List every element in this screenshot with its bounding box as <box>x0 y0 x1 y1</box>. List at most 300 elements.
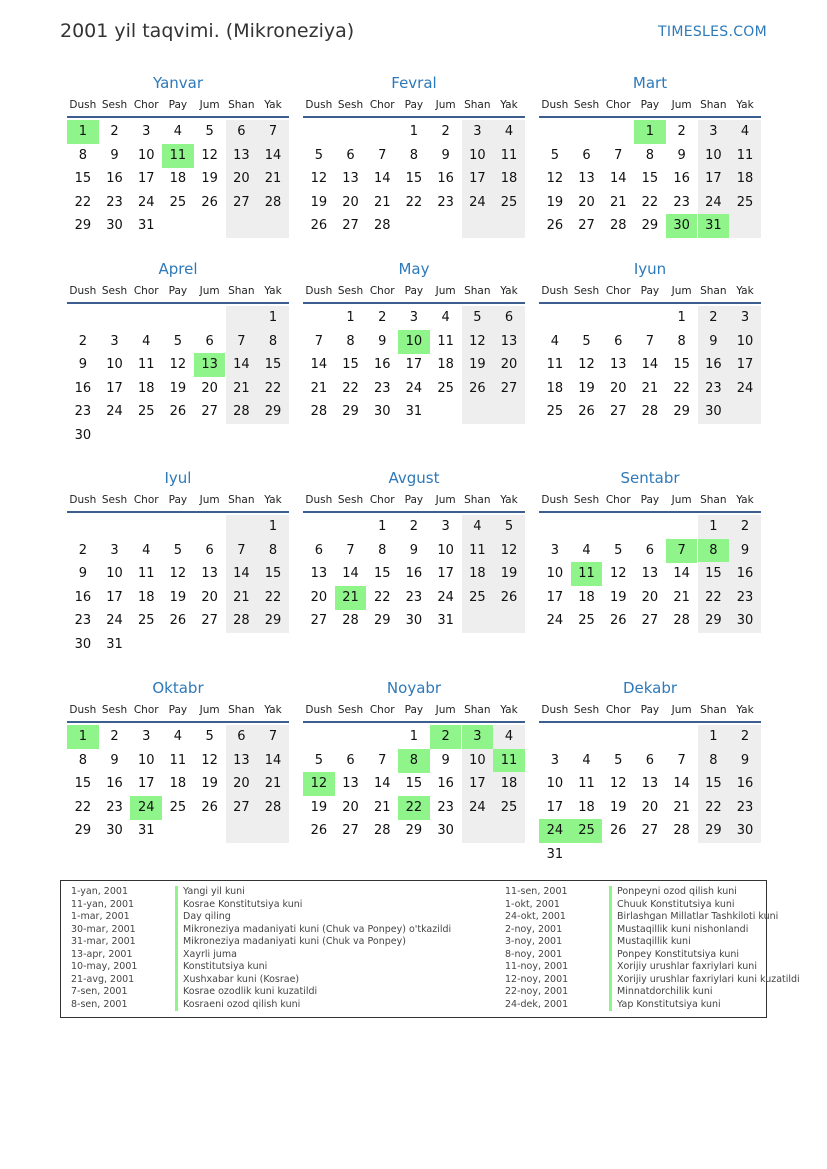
day-cell[interactable]: 14 <box>673 776 690 792</box>
day-cell[interactable]: 19 <box>493 562 525 586</box>
day-cell[interactable]: 9 <box>78 566 87 582</box>
day-cell[interactable]: 25 <box>462 586 494 610</box>
day-cell[interactable]: 27 <box>226 796 258 820</box>
day-cell[interactable]: 31 <box>137 218 155 234</box>
day-cell[interactable]: 11 <box>729 144 761 168</box>
day-cell[interactable]: 29 <box>74 218 92 234</box>
day-cell[interactable]: 31 <box>137 823 155 839</box>
day-cell[interactable]: 21 <box>673 589 690 605</box>
day-cell[interactable]: 20 <box>641 799 659 815</box>
holiday-day-cell[interactable]: 11 <box>162 144 194 168</box>
day-cell[interactable]: 22 <box>673 380 690 396</box>
day-cell[interactable]: 12 <box>201 147 218 163</box>
day-cell[interactable]: 2 <box>78 333 87 349</box>
day-cell[interactable]: 14 <box>257 749 289 773</box>
day-cell[interactable]: 24 <box>106 613 123 629</box>
day-cell[interactable]: 27 <box>201 613 218 629</box>
day-cell[interactable]: 23 <box>437 799 454 815</box>
day-cell[interactable]: 16 <box>673 171 690 187</box>
holiday-day-cell[interactable]: 11 <box>571 562 603 586</box>
day-cell[interactable]: 12 <box>310 171 328 187</box>
day-cell[interactable]: 19 <box>578 380 595 396</box>
day-cell[interactable]: 15 <box>698 772 730 796</box>
day-cell[interactable]: 18 <box>493 772 525 796</box>
day-cell[interactable]: 22 <box>405 194 423 210</box>
day-cell[interactable]: 2 <box>78 542 87 558</box>
day-cell[interactable]: 30 <box>373 404 391 420</box>
day-cell[interactable]: 1 <box>409 124 419 139</box>
day-cell[interactable]: 6 <box>614 333 623 349</box>
day-cell[interactable]: 6 <box>346 147 355 163</box>
day-cell[interactable]: 16 <box>437 776 454 792</box>
day-cell[interactable]: 3 <box>729 306 761 330</box>
day-cell[interactable]: 2 <box>698 306 730 330</box>
day-cell[interactable]: 14 <box>609 171 627 187</box>
day-cell[interactable]: 14 <box>373 776 391 792</box>
day-cell[interactable]: 26 <box>310 823 328 839</box>
day-cell[interactable]: 28 <box>310 404 328 420</box>
holiday-day-cell[interactable]: 22 <box>398 796 430 820</box>
day-cell[interactable]: 13 <box>641 776 659 792</box>
day-cell[interactable]: 12 <box>609 776 627 792</box>
day-cell[interactable]: 28 <box>257 191 289 215</box>
day-cell[interactable]: 13 <box>641 566 659 582</box>
day-cell[interactable]: 21 <box>373 194 391 210</box>
day-cell[interactable]: 17 <box>437 566 454 582</box>
day-cell[interactable]: 15 <box>257 562 289 586</box>
day-cell[interactable]: 25 <box>493 191 525 215</box>
holiday-day-cell[interactable]: 1 <box>634 120 666 144</box>
day-cell[interactable]: 5 <box>614 542 623 558</box>
day-cell[interactable]: 16 <box>74 589 92 605</box>
day-cell[interactable]: 1 <box>257 515 289 539</box>
holiday-day-cell[interactable]: 30 <box>666 214 698 238</box>
day-cell[interactable]: 7 <box>226 539 258 563</box>
day-cell[interactable]: 4 <box>582 542 591 558</box>
day-cell[interactable]: 11 <box>546 357 564 373</box>
day-cell[interactable]: 8 <box>677 333 686 349</box>
day-cell[interactable]: 6 <box>645 752 655 768</box>
day-cell[interactable]: 26 <box>169 404 187 420</box>
day-cell[interactable]: 19 <box>310 799 328 815</box>
day-cell[interactable]: 30 <box>437 823 454 839</box>
day-cell[interactable]: 10 <box>546 566 564 582</box>
day-cell[interactable]: 8 <box>78 147 87 163</box>
day-cell[interactable]: 14 <box>257 144 289 168</box>
day-cell[interactable]: 28 <box>226 400 258 424</box>
day-cell[interactable]: 4 <box>173 729 183 744</box>
day-cell[interactable]: 28 <box>257 796 289 820</box>
day-cell[interactable]: 5 <box>462 306 494 330</box>
day-cell[interactable]: 31 <box>546 847 564 862</box>
day-cell[interactable]: 1 <box>698 725 730 749</box>
day-cell[interactable]: 5 <box>314 147 323 163</box>
site-link[interactable]: TIMESLES.COM <box>658 24 767 40</box>
day-cell[interactable]: 27 <box>493 377 525 401</box>
day-cell[interactable]: 3 <box>110 542 119 558</box>
day-cell[interactable]: 17 <box>106 589 123 605</box>
day-cell[interactable]: 25 <box>137 613 155 629</box>
day-cell[interactable]: 16 <box>437 171 454 187</box>
holiday-day-cell[interactable]: 13 <box>194 353 226 377</box>
day-cell[interactable]: 5 <box>582 333 591 349</box>
day-cell[interactable]: 21 <box>609 194 627 210</box>
day-cell[interactable]: 12 <box>578 357 595 373</box>
day-cell[interactable]: 14 <box>310 357 328 373</box>
day-cell[interactable]: 5 <box>205 729 214 744</box>
day-cell[interactable]: 16 <box>373 357 391 373</box>
day-cell[interactable]: 30 <box>729 819 761 843</box>
day-cell[interactable]: 23 <box>405 589 423 605</box>
day-cell[interactable]: 29 <box>698 819 730 843</box>
day-cell[interactable]: 3 <box>142 124 151 139</box>
day-cell[interactable]: 20 <box>609 380 627 396</box>
day-cell[interactable]: 11 <box>493 144 525 168</box>
day-cell[interactable]: 3 <box>110 333 119 349</box>
day-cell[interactable]: 24 <box>137 194 155 210</box>
day-cell[interactable]: 4 <box>550 333 559 349</box>
day-cell[interactable]: 5 <box>550 147 559 163</box>
day-cell[interactable]: 17 <box>729 353 761 377</box>
day-cell[interactable]: 24 <box>729 377 761 401</box>
day-cell[interactable]: 4 <box>441 310 450 325</box>
day-cell[interactable]: 13 <box>578 171 595 187</box>
day-cell[interactable]: 13 <box>609 357 627 373</box>
day-cell[interactable]: 9 <box>110 147 119 163</box>
day-cell[interactable]: 11 <box>137 357 155 373</box>
day-cell[interactable]: 14 <box>226 353 258 377</box>
day-cell[interactable]: 1 <box>409 729 419 744</box>
day-cell[interactable]: 29 <box>673 404 690 420</box>
day-cell[interactable]: 26 <box>201 799 218 815</box>
day-cell[interactable]: 26 <box>201 194 218 210</box>
day-cell[interactable]: 8 <box>378 542 387 558</box>
day-cell[interactable]: 23 <box>74 404 92 420</box>
day-cell[interactable]: 7 <box>614 147 623 163</box>
holiday-day-cell[interactable]: 1 <box>67 725 99 749</box>
day-cell[interactable]: 17 <box>462 772 494 796</box>
day-cell[interactable]: 22 <box>257 377 289 401</box>
day-cell[interactable]: 29 <box>257 609 289 633</box>
holiday-day-cell[interactable]: 25 <box>571 819 603 843</box>
day-cell[interactable]: 21 <box>641 380 659 396</box>
day-cell[interactable]: 17 <box>698 167 730 191</box>
day-cell[interactable]: 21 <box>257 772 289 796</box>
day-cell[interactable]: 22 <box>74 194 92 210</box>
day-cell[interactable]: 13 <box>226 144 258 168</box>
day-cell[interactable]: 2 <box>729 515 761 539</box>
day-cell[interactable]: 5 <box>173 333 183 349</box>
day-cell[interactable]: 11 <box>137 566 155 582</box>
day-cell[interactable]: 2 <box>677 124 686 139</box>
day-cell[interactable]: 19 <box>609 589 627 605</box>
day-cell[interactable]: 7 <box>378 147 387 163</box>
day-cell[interactable]: 18 <box>546 380 564 396</box>
day-cell[interactable]: 18 <box>578 589 595 605</box>
day-cell[interactable]: 8 <box>346 333 355 349</box>
day-cell[interactable]: 14 <box>342 566 359 582</box>
day-cell[interactable]: 2 <box>441 124 450 139</box>
day-cell[interactable]: 15 <box>373 566 391 582</box>
day-cell[interactable]: 30 <box>74 428 92 443</box>
day-cell[interactable]: 27 <box>226 191 258 215</box>
day-cell[interactable]: 22 <box>698 586 730 610</box>
day-cell[interactable]: 9 <box>78 357 87 373</box>
day-cell[interactable]: 18 <box>462 562 494 586</box>
holiday-day-cell[interactable]: 11 <box>493 749 525 773</box>
day-cell[interactable]: 25 <box>437 380 454 396</box>
day-cell[interactable]: 23 <box>437 194 454 210</box>
day-cell[interactable]: 15 <box>74 171 92 187</box>
day-cell[interactable]: 16 <box>729 772 761 796</box>
day-cell[interactable]: 25 <box>169 194 187 210</box>
day-cell[interactable]: 18 <box>137 380 155 396</box>
day-cell[interactable]: 30 <box>405 613 423 629</box>
holiday-day-cell[interactable]: 10 <box>398 330 430 354</box>
holiday-day-cell[interactable]: 7 <box>666 539 698 563</box>
day-cell[interactable]: 10 <box>137 752 155 768</box>
day-cell[interactable]: 20 <box>578 194 595 210</box>
day-cell[interactable]: 26 <box>169 613 187 629</box>
day-cell[interactable]: 24 <box>462 191 494 215</box>
day-cell[interactable]: 28 <box>673 823 690 839</box>
day-cell[interactable]: 28 <box>641 404 659 420</box>
day-cell[interactable]: 20 <box>226 167 258 191</box>
day-cell[interactable]: 2 <box>729 725 761 749</box>
day-cell[interactable]: 11 <box>169 752 187 768</box>
day-cell[interactable]: 4 <box>142 333 151 349</box>
day-cell[interactable]: 20 <box>310 589 328 605</box>
day-cell[interactable]: 14 <box>641 357 659 373</box>
day-cell[interactable]: 6 <box>226 120 258 144</box>
day-cell[interactable]: 5 <box>173 542 183 558</box>
day-cell[interactable]: 21 <box>226 377 258 401</box>
day-cell[interactable]: 10 <box>106 566 123 582</box>
day-cell[interactable]: 7 <box>314 333 323 349</box>
day-cell[interactable]: 9 <box>378 333 387 349</box>
day-cell[interactable]: 2 <box>378 310 387 325</box>
day-cell[interactable]: 27 <box>310 613 328 629</box>
day-cell[interactable]: 29 <box>373 613 391 629</box>
day-cell[interactable]: 12 <box>546 171 564 187</box>
day-cell[interactable]: 2 <box>409 519 419 534</box>
day-cell[interactable]: 22 <box>342 380 359 396</box>
day-cell[interactable]: 29 <box>257 400 289 424</box>
day-cell[interactable]: 20 <box>226 772 258 796</box>
day-cell[interactable]: 13 <box>201 566 218 582</box>
day-cell[interactable]: 23 <box>698 377 730 401</box>
day-cell[interactable]: 8 <box>257 539 289 563</box>
day-cell[interactable]: 26 <box>609 823 627 839</box>
day-cell[interactable]: 21 <box>226 586 258 610</box>
day-cell[interactable]: 27 <box>342 218 359 234</box>
day-cell[interactable]: 20 <box>342 194 359 210</box>
day-cell[interactable]: 22 <box>373 589 391 605</box>
day-cell[interactable]: 22 <box>257 586 289 610</box>
day-cell[interactable]: 20 <box>493 353 525 377</box>
day-cell[interactable]: 15 <box>405 171 423 187</box>
day-cell[interactable]: 18 <box>729 167 761 191</box>
day-cell[interactable]: 4 <box>142 542 151 558</box>
day-cell[interactable]: 4 <box>462 515 494 539</box>
day-cell[interactable]: 1 <box>677 310 686 325</box>
day-cell[interactable]: 28 <box>673 613 690 629</box>
day-cell[interactable]: 6 <box>493 306 525 330</box>
day-cell[interactable]: 7 <box>257 120 289 144</box>
day-cell[interactable]: 3 <box>441 519 450 534</box>
day-cell[interactable]: 19 <box>310 194 328 210</box>
day-cell[interactable]: 3 <box>142 729 151 744</box>
day-cell[interactable]: 3 <box>409 310 419 325</box>
day-cell[interactable]: 9 <box>677 147 686 163</box>
day-cell[interactable]: 8 <box>645 147 655 163</box>
day-cell[interactable]: 17 <box>137 171 155 187</box>
day-cell[interactable]: 18 <box>137 589 155 605</box>
holiday-day-cell[interactable]: 24 <box>130 796 162 820</box>
day-cell[interactable]: 16 <box>106 171 123 187</box>
day-cell[interactable]: 6 <box>582 147 591 163</box>
holiday-day-cell[interactable]: 8 <box>398 749 430 773</box>
day-cell[interactable]: 24 <box>437 589 454 605</box>
day-cell[interactable]: 13 <box>226 749 258 773</box>
day-cell[interactable]: 27 <box>609 404 627 420</box>
day-cell[interactable]: 12 <box>169 566 187 582</box>
day-cell[interactable]: 23 <box>729 796 761 820</box>
day-cell[interactable]: 27 <box>641 613 659 629</box>
day-cell[interactable]: 20 <box>201 589 218 605</box>
day-cell[interactable]: 16 <box>106 776 123 792</box>
day-cell[interactable]: 6 <box>645 542 655 558</box>
day-cell[interactable]: 17 <box>546 799 564 815</box>
day-cell[interactable]: 25 <box>493 796 525 820</box>
day-cell[interactable]: 19 <box>169 589 187 605</box>
day-cell[interactable]: 19 <box>609 799 627 815</box>
day-cell[interactable]: 18 <box>169 171 187 187</box>
day-cell[interactable]: 12 <box>169 357 187 373</box>
holiday-day-cell[interactable]: 3 <box>462 725 494 749</box>
day-cell[interactable]: 3 <box>698 120 730 144</box>
day-cell[interactable]: 23 <box>74 613 92 629</box>
day-cell[interactable]: 30 <box>74 637 92 652</box>
day-cell[interactable]: 23 <box>373 380 391 396</box>
day-cell[interactable]: 16 <box>698 353 730 377</box>
holiday-day-cell[interactable]: 21 <box>335 586 367 610</box>
day-cell[interactable]: 5 <box>493 515 525 539</box>
day-cell[interactable]: 4 <box>173 124 183 139</box>
day-cell[interactable]: 26 <box>310 218 328 234</box>
day-cell[interactable]: 22 <box>641 194 659 210</box>
day-cell[interactable]: 2 <box>110 124 119 139</box>
day-cell[interactable]: 24 <box>405 380 423 396</box>
day-cell[interactable]: 17 <box>546 589 564 605</box>
day-cell[interactable]: 10 <box>698 144 730 168</box>
day-cell[interactable]: 12 <box>493 539 525 563</box>
day-cell[interactable]: 13 <box>342 171 359 187</box>
day-cell[interactable]: 25 <box>729 191 761 215</box>
day-cell[interactable]: 7 <box>645 333 655 349</box>
day-cell[interactable]: 3 <box>550 542 559 558</box>
day-cell[interactable]: 31 <box>405 404 423 420</box>
day-cell[interactable]: 17 <box>405 357 423 373</box>
day-cell[interactable]: 10 <box>462 144 494 168</box>
day-cell[interactable]: 11 <box>578 776 595 792</box>
day-cell[interactable]: 6 <box>314 542 323 558</box>
day-cell[interactable]: 26 <box>578 404 595 420</box>
day-cell[interactable]: 29 <box>342 404 359 420</box>
day-cell[interactable]: 17 <box>462 167 494 191</box>
day-cell[interactable]: 25 <box>546 404 564 420</box>
day-cell[interactable]: 21 <box>257 167 289 191</box>
day-cell[interactable]: 1 <box>378 519 387 534</box>
day-cell[interactable]: 9 <box>409 542 419 558</box>
holiday-day-cell[interactable]: 12 <box>303 772 335 796</box>
day-cell[interactable]: 18 <box>578 799 595 815</box>
day-cell[interactable]: 12 <box>609 566 627 582</box>
day-cell[interactable]: 13 <box>493 330 525 354</box>
day-cell[interactable]: 5 <box>614 752 623 768</box>
day-cell[interactable]: 8 <box>257 330 289 354</box>
day-cell[interactable]: 7 <box>677 752 686 768</box>
holiday-day-cell[interactable]: 24 <box>539 819 571 843</box>
day-cell[interactable]: 15 <box>641 171 659 187</box>
day-cell[interactable]: 23 <box>673 194 690 210</box>
day-cell[interactable]: 23 <box>729 586 761 610</box>
day-cell[interactable]: 24 <box>462 796 494 820</box>
day-cell[interactable]: 23 <box>106 194 123 210</box>
day-cell[interactable]: 24 <box>106 404 123 420</box>
day-cell[interactable]: 25 <box>169 799 187 815</box>
day-cell[interactable]: 28 <box>373 823 391 839</box>
day-cell[interactable]: 22 <box>698 796 730 820</box>
day-cell[interactable]: 21 <box>310 380 328 396</box>
day-cell[interactable]: 20 <box>342 799 359 815</box>
day-cell[interactable]: 8 <box>698 749 730 773</box>
day-cell[interactable]: 22 <box>74 799 92 815</box>
day-cell[interactable]: 10 <box>729 330 761 354</box>
day-cell[interactable]: 3 <box>462 120 494 144</box>
day-cell[interactable]: 11 <box>437 333 454 349</box>
day-cell[interactable]: 7 <box>257 725 289 749</box>
day-cell[interactable]: 21 <box>373 799 391 815</box>
day-cell[interactable]: 1 <box>257 306 289 330</box>
day-cell[interactable]: 3 <box>550 752 559 768</box>
day-cell[interactable]: 2 <box>110 729 119 744</box>
day-cell[interactable]: 12 <box>462 330 494 354</box>
day-cell[interactable]: 28 <box>373 218 391 234</box>
day-cell[interactable]: 14 <box>673 566 690 582</box>
day-cell[interactable]: 26 <box>609 613 627 629</box>
day-cell[interactable]: 5 <box>314 752 323 768</box>
day-cell[interactable]: 16 <box>74 380 92 396</box>
day-cell[interactable]: 5 <box>205 124 214 139</box>
day-cell[interactable]: 7 <box>226 330 258 354</box>
day-cell[interactable]: 26 <box>462 377 494 401</box>
day-cell[interactable]: 16 <box>405 566 423 582</box>
day-cell[interactable]: 12 <box>201 752 218 768</box>
day-cell[interactable]: 10 <box>137 147 155 163</box>
day-cell[interactable]: 10 <box>546 776 564 792</box>
day-cell[interactable]: 18 <box>437 357 454 373</box>
day-cell[interactable]: 1 <box>698 515 730 539</box>
day-cell[interactable]: 14 <box>373 171 391 187</box>
day-cell[interactable]: 9 <box>441 752 450 768</box>
day-cell[interactable]: 28 <box>226 609 258 633</box>
day-cell[interactable]: 17 <box>137 776 155 792</box>
day-cell[interactable]: 6 <box>226 725 258 749</box>
day-cell[interactable]: 30 <box>106 218 123 234</box>
day-cell[interactable]: 30 <box>729 609 761 633</box>
day-cell[interactable]: 9 <box>729 539 761 563</box>
